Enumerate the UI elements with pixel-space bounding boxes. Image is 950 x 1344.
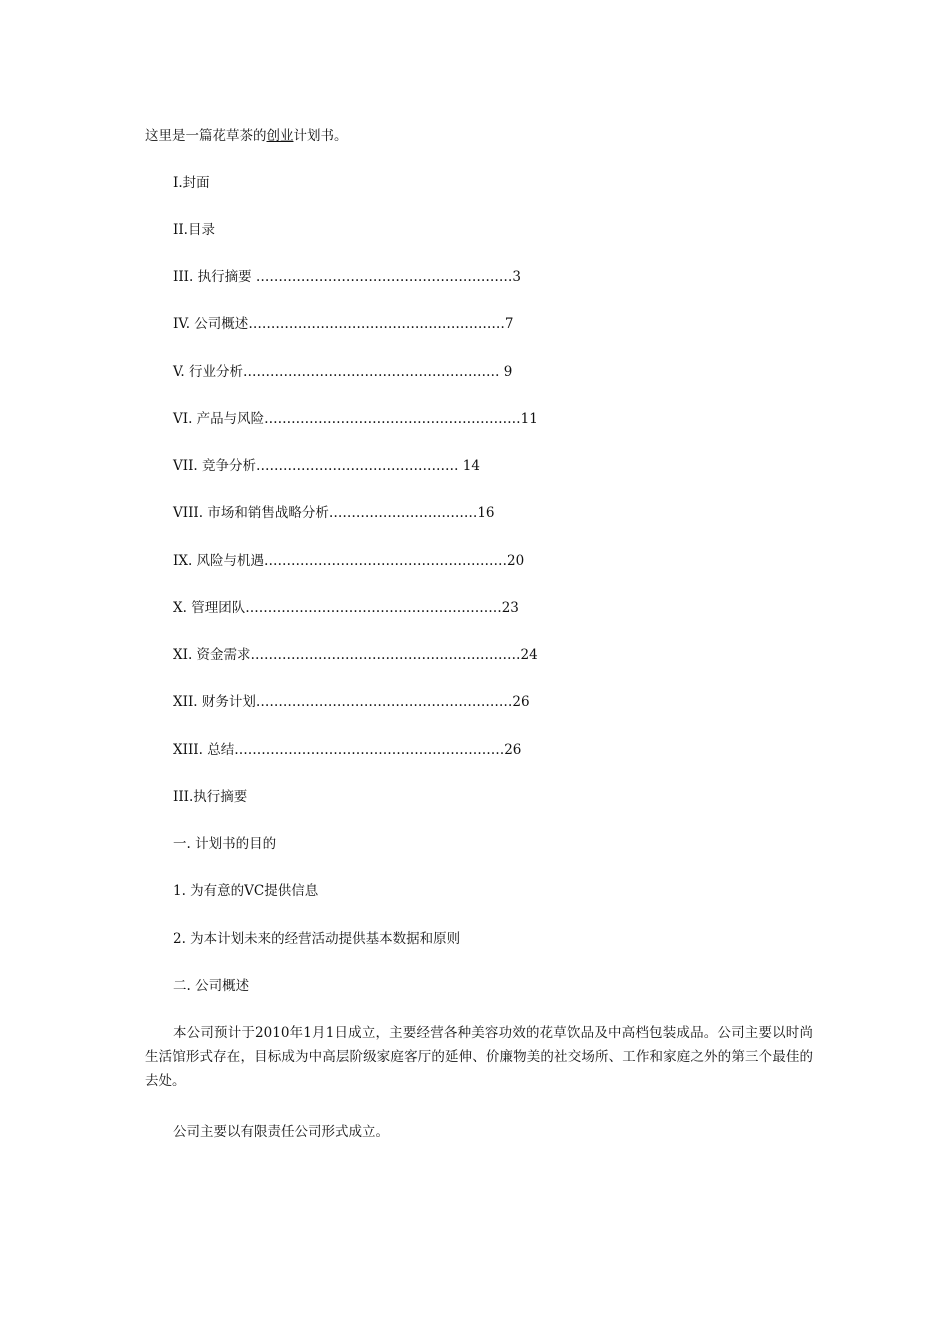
toc-page-number: 26 bbox=[512, 694, 530, 710]
toc-leader: …………………………… bbox=[328, 505, 478, 521]
toc-page-number: 24 bbox=[520, 647, 538, 663]
toc-label: IV. 公司概述 bbox=[173, 316, 249, 332]
section-heading: III.执行摘要 bbox=[173, 789, 248, 805]
toc-label: III. 执行摘要 bbox=[173, 269, 256, 285]
toc-item-industry-analysis bbox=[173, 362, 512, 382]
toc-page-number: 23 bbox=[501, 600, 519, 616]
toc-page-number: 7 bbox=[504, 316, 514, 332]
toc-page-number: 3 bbox=[512, 269, 521, 285]
toc-item-financial-plan bbox=[173, 692, 530, 712]
toc-page-number: 20 bbox=[507, 553, 525, 569]
toc-leader: ………………………………………………… bbox=[242, 364, 500, 380]
toc-page-number: 14 bbox=[458, 458, 480, 474]
toc-leader: ………………………………………………… bbox=[255, 694, 513, 710]
toc-label: X. 管理团队 bbox=[173, 600, 246, 616]
toc-item-competition-analysis bbox=[173, 456, 480, 476]
toc-label: I.封面 bbox=[173, 175, 210, 191]
company-overview-paragraph: 本公司预计于2010年1月1日成立，主要经营各种美容功效的花草饮品及中高档包装成品。公司主要以时尚生活馆形式存在，目标成为中高层阶级家庭客厅的延伸、价廉物美的社交场所、工作和家庭之外的第三个最佳的去处。 bbox=[145, 1025, 813, 1089]
toc-leader: ………………………………………………… bbox=[248, 316, 505, 332]
toc-page-number: 11 bbox=[520, 411, 538, 427]
toc-leader: ………………………………………………… bbox=[264, 411, 521, 427]
purpose-item-2: 2. 为本计划未来的经营活动提供基本数据和原则 bbox=[173, 931, 461, 947]
toc-label: IX. 风险与机遇 bbox=[173, 553, 265, 569]
toc-page-number: 9 bbox=[499, 364, 513, 380]
toc-item-risks-opportunities bbox=[173, 551, 524, 571]
purpose-item-1: 1. 为有意的VC提供信息 bbox=[173, 883, 319, 899]
subsection-heading-company: 二. 公司概述 bbox=[173, 978, 250, 994]
toc-leader: …………………………………………………… bbox=[234, 742, 505, 758]
intro-line bbox=[145, 126, 348, 146]
toc-label: VII. 竞争分析 bbox=[173, 458, 256, 474]
toc-page-number: 26 bbox=[504, 742, 522, 758]
intro-prefix: 这里是一篇花草茶的 bbox=[145, 128, 267, 144]
toc-label: II.目录 bbox=[173, 222, 215, 238]
toc-label: VI. 产品与风险 bbox=[173, 411, 265, 427]
toc-label: XI. 资金需求 bbox=[173, 647, 251, 663]
toc-item-contents bbox=[173, 220, 215, 240]
toc-item-executive-summary bbox=[173, 267, 521, 287]
toc-leader: ……………………………………………… bbox=[264, 553, 508, 569]
toc-page-number: 16 bbox=[477, 505, 495, 521]
toc-item-funding-needs bbox=[173, 645, 538, 665]
toc-item-cover bbox=[173, 173, 210, 193]
toc-leader: ………………………………………………… bbox=[255, 269, 513, 285]
startup-link[interactable]: 创业 bbox=[266, 128, 294, 144]
toc-item-summary bbox=[173, 740, 521, 760]
toc-label: VIII. 市场和销售战略分析 bbox=[173, 505, 329, 521]
subsection-heading-purpose: 一. 计划书的目的 bbox=[173, 836, 277, 852]
toc-label: V. 行业分析 bbox=[173, 364, 243, 380]
toc-item-products-risks bbox=[173, 409, 538, 429]
company-form-paragraph: 公司主要以有限责任公司形式成立。 bbox=[173, 1124, 389, 1140]
toc-item-management-team bbox=[173, 598, 519, 618]
toc-item-company-overview bbox=[173, 314, 513, 334]
toc-leader: …………………………………………………… bbox=[250, 647, 521, 663]
toc-leader: ……………………………………… bbox=[256, 458, 459, 474]
toc-label: XIII. 总结 bbox=[173, 742, 235, 758]
toc-label: XII. 财务计划 bbox=[173, 694, 256, 710]
toc-leader: ………………………………………………… bbox=[245, 600, 502, 616]
toc-item-marketing-strategy bbox=[173, 503, 495, 523]
intro-suffix: 计划书。 bbox=[293, 128, 348, 144]
